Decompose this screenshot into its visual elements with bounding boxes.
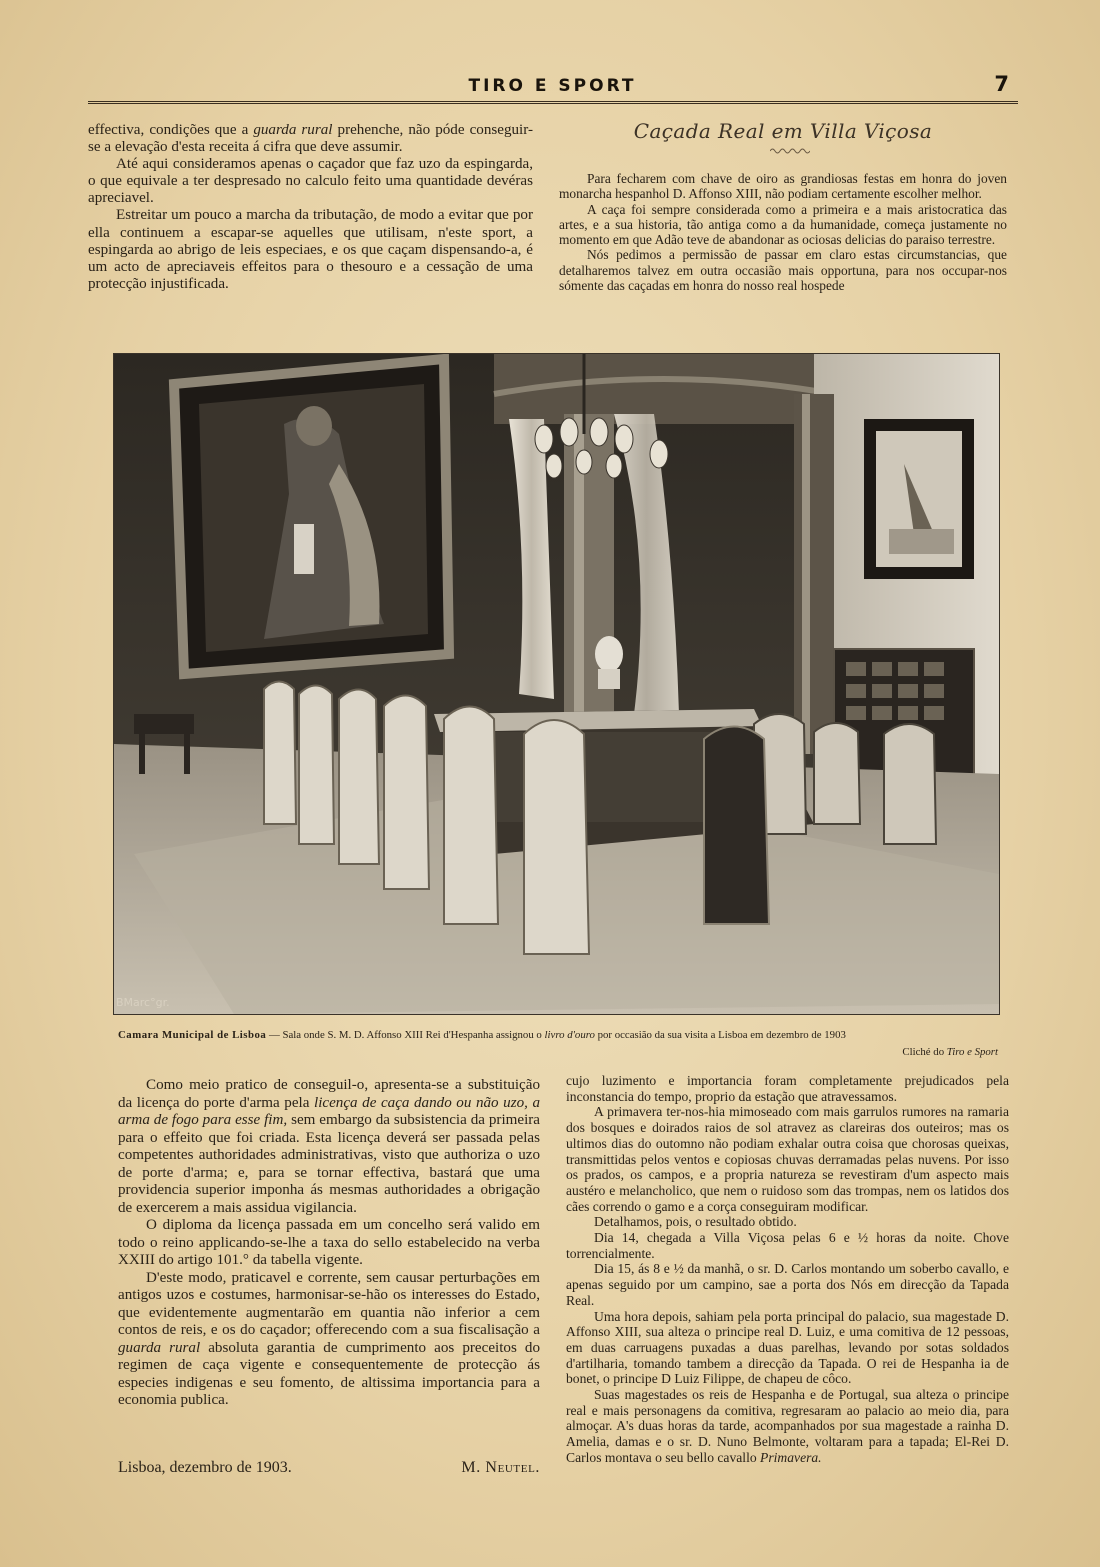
running-head	[90, 74, 1015, 102]
page-number: 7	[994, 72, 1009, 96]
text-run: Uma hora depois, sahiam pela porta principal do palacio, sua magestade D. Affonso XIII, sua alteza o principe real D. Luiz, e uma comitiva de 12 pessoas, em duas carruagens puxadas a duas parelhas, levando por sotas soldados d'artilharia, tomando tambem a direcção da Tapada. O rei de Hespanha ia de bonet, o principe D Luiz Filippe, de chapeu de côco.	[566, 1308, 1009, 1387]
text-run: sem embargo da subsistencia da primeira para o effeito que foi criada. Esta licença deverá ser passada pelas competentes authoridades administrativas, visto que authoriza o uzo de porte d'arma; e, para se tornar effectiva, bastará que uma providencia superior imponha ás mesmas authoridades a obrigação de exercerem a mais assidua vigilancia.	[118, 1112, 541, 1216]
italic-run: guarda rural	[253, 122, 333, 138]
text-run: Dia 14, chegada a Villa Viçosa pelas 6 e ½ horas da noite. Chove torrencialmente.	[566, 1230, 1009, 1261]
text-run: Estreitar um pouco a marcha da tributação, de modo a evitar que por ella continuem a escapar-se aquelles que utilisam, n'este sport, a espingarda ao abrigo de leis especiaes, e os que caçam dispensando-a, é um acto de apreciaveis effeitos para o thesouro e a cessação de uma protecção injustificada.	[88, 207, 533, 292]
text-run: A primavera ter-nos-hia mimoseado com mais garrulos rumores na ramaria dos bosques e doirados raios de sol atravez as clareiras dos outeiros; mas os ultimos dias do outomno não podiam exhalar outra coisa que chorosas queixas, transmittidas pelos ventos e copiosas chuvas derramadas pelas nuvens. Por isso os prados, os campos, e a propria natureza se revestiram d'um aspecto mais austéro e melancholico, que nem o ruidoso som das trompas, nem os latidos dos cães correndo o gamo e a corça conseguiram modificar.	[566, 1104, 1009, 1214]
left-column-bottom	[118, 1077, 540, 1410]
text-run: D'este modo, praticavel e corrente, sem causar perturbações em antigos uzos e costumes, harmonisar-se-hão os interesses do Estado, que evidentemente augmentarão em quantia não inferior a cem contos de reis, e os do caçador; offerecendo com a sua fiscalisação a	[118, 1269, 540, 1338]
text-run: Suas magestades os reis de Hespanha e de Portugal, sua alteza o principe real e mais personagens da comitiva, regresaram ao palacio ao meio dia, para almoçar. A's duas horas da tarde, acompanhados por sua magestade a rainha D. Amelia, damas e o sr. D. Nuno Belmonte, voltaram para a tapada; El-Rei D. Carlos montava o seu bello cavallo	[566, 1387, 1009, 1465]
caption-text: — Sala onde S. M. D. Affonso XIII Rei d'Hespanha assignou o	[266, 1029, 545, 1041]
text-run: Dia 15, ás 8 e ½ da manhã, o sr. D. Carlos montando um soberbo cavallo, e apenas seguido por um campino, sae a porta dos Nós em direcção da Tapada Real.	[566, 1261, 1009, 1308]
paragraph	[88, 207, 533, 292]
header-rule	[88, 101, 1018, 104]
engraver-signature: BMarc°gr.	[116, 996, 170, 1009]
signoff	[118, 1459, 540, 1477]
article-intro-column	[559, 171, 1007, 293]
left-column-top	[88, 122, 533, 293]
photo-credit	[902, 1046, 998, 1058]
paragraph	[566, 1261, 1009, 1308]
paragraph	[118, 1077, 540, 1217]
italic-run: licença de caça dando ou não uzo, a arma de fogo para esse fim,	[118, 1094, 540, 1128]
journal-name: TIRO E SPORT	[468, 76, 637, 96]
paragraph	[559, 247, 1007, 293]
paragraph	[566, 1309, 1009, 1388]
photo-caption	[118, 1029, 998, 1041]
author-name: M. Neutel.	[461, 1459, 540, 1476]
place-date: Lisboa, dezembro de 1903.	[118, 1459, 292, 1476]
text-run: A caça foi sempre considerada como a primeira e a mais aristocratica das artes, e a sua historia, tão antiga como a da humanidade, começa justamente no momento em que Adão teve de abandonar as ociosas delicias do paraiso terrestre.	[559, 201, 1007, 248]
text-run: Para fecharem com chave de oiro as grandiosas festas em honra do joven monarcha hespanhol D. Affonso XIII, não podiam certamente escolher melhor.	[559, 171, 1007, 202]
paragraph	[566, 1387, 1009, 1466]
paragraph	[118, 1270, 540, 1410]
paragraph	[559, 171, 1007, 202]
text-run: Nós pedimos a permissão de passar em claro estas circumstancias, que detalharemos talvez em outra occasião mais opportuna, para nos occupar-nos sómente das caçadas em honra do nosso real hospede	[559, 247, 1007, 294]
text-run: absoluta garantia de cumprimento aos preceitos do regimen de caça vigente e consequentemente de protecção ás especies indigenas e seu fomento, de altissima importancia para a economia publica.	[118, 1339, 540, 1408]
caption-title: Camara Municipal de Lisboa	[118, 1029, 267, 1041]
article-continuation-column	[566, 1073, 1009, 1466]
title-ornament	[770, 147, 810, 155]
text-run: Detalhamos, pois, o resultado obtido.	[594, 1214, 797, 1230]
paragraph	[118, 1217, 540, 1270]
paragraph	[559, 202, 1007, 248]
paragraph	[88, 156, 533, 207]
paragraph	[566, 1230, 1009, 1261]
caption-italic: livro d'ouro	[544, 1029, 595, 1041]
hall-photograph	[113, 353, 1000, 1015]
paragraph	[566, 1104, 1009, 1214]
text-run: O diploma da licença passada em um concelho será valido em todo o reino applicando-se-lhe a taxa do sello estabelecido na verba XXIII do artigo 101.° da tabella vigente.	[118, 1217, 540, 1268]
text-run: Como meio pratico de conseguil-o, apresenta-se a substituição da licença do porte d'arma pela	[118, 1077, 540, 1111]
article-title: Caçada Real em Villa Viçosa	[633, 119, 933, 143]
paragraph	[566, 1073, 1009, 1104]
text-run: Até aqui consideramos apenas o caçador que faz uzo da espingarda, o que equivale a ter despresado no calculo feito uma quantidade devéras apreciavel.	[88, 156, 533, 207]
text-run: cujo luzimento e importancia foram completamente prejudicados pela inconstancia do tempo, proprio da estação que atravessamos.	[566, 1073, 1009, 1104]
caption-text-end: por occasião da sua visita a Lisboa em dezembro de 1903	[594, 1029, 846, 1041]
paragraph	[88, 122, 533, 156]
paragraph	[566, 1214, 1009, 1230]
italic-run: guarda rural	[118, 1339, 201, 1356]
text-run: effectiva, condições que a	[88, 122, 254, 138]
credit-source: Tiro e Sport	[946, 1046, 998, 1058]
text-run: prehenche, não póde conseguir-se a elevação d'esta receita á cifra que deve assumir.	[88, 122, 533, 156]
italic-run: Primavera.	[760, 1449, 822, 1465]
credit-prefix: Cliché do	[902, 1046, 947, 1058]
